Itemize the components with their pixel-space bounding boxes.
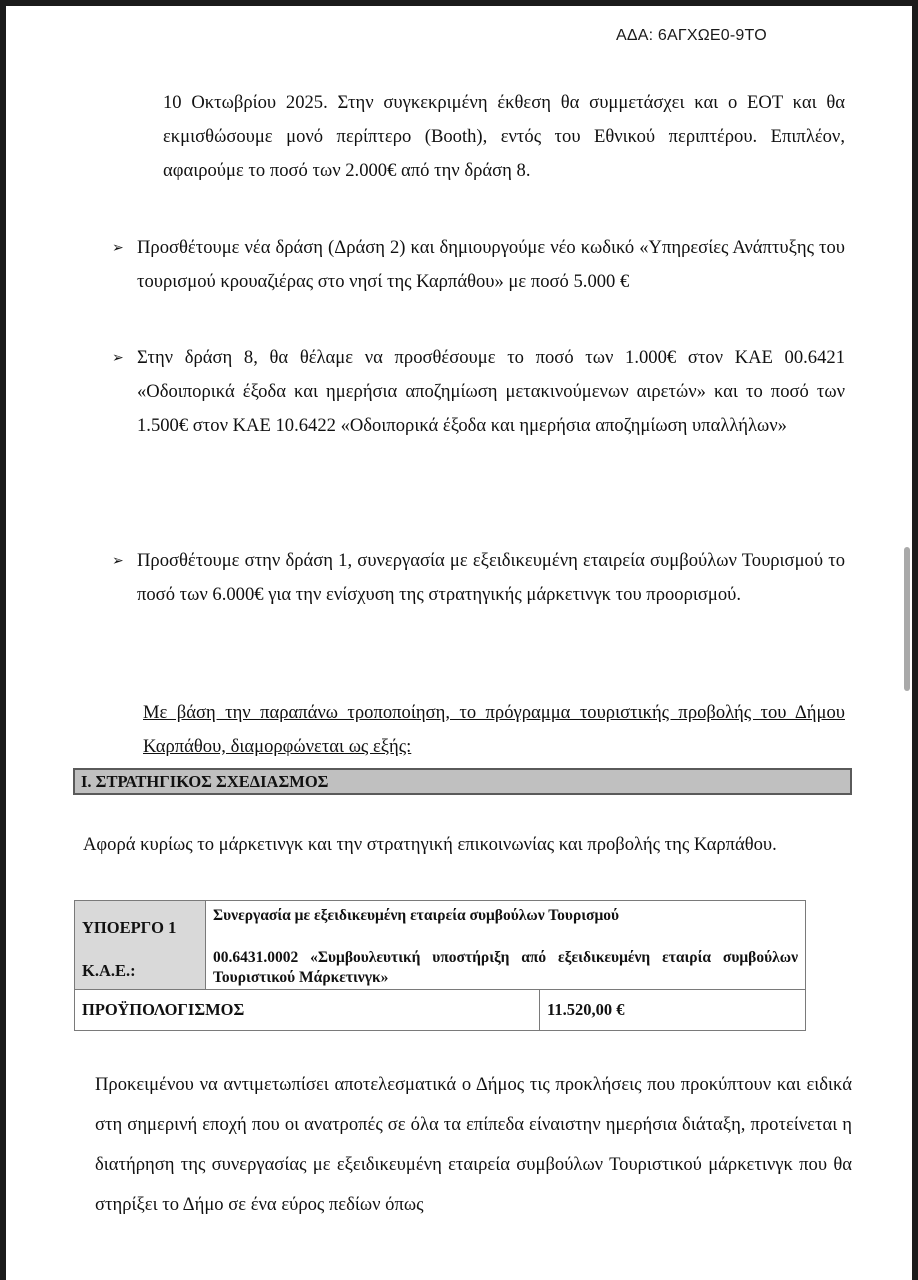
closing-paragraph bbox=[95, 1065, 852, 1225]
kae-value: 00.6431.0002 «Συμβουλευτική υποστήριξη από εξειδικευμένη εταιρία συμβούλων Τουριστικού Μάρκετινγκ» bbox=[213, 949, 798, 986]
subproject-label: ΥΠΟΕΡΓΟ 1 bbox=[82, 918, 177, 937]
scrollbar-thumb[interactable] bbox=[904, 547, 910, 691]
bullet-text: Στην δράση 8, θα θέλαμε να προσθέσουμε το ποσό των 1.000€ στον ΚΑΕ 00.6421 «Οδοιπορικά έξοδα και ημερήσια αποζημίωση μετακινούμενων αιρετών» και το ποσό των 1.500€ στον ΚΑΕ 10.6422 «Οδοιπορικά έξοδα και ημερήσια αποζημίωση υπαλλήλων» bbox=[137, 347, 845, 436]
table-row bbox=[75, 990, 806, 1031]
document-page bbox=[6, 6, 912, 1280]
closing-text: Προκειμένου να αντιμετωπίσει αποτελεσματικά ο Δήμος τις προκλήσεις που προκύπτουν και ειδικά στη σημερινή εποχή που οι ανατροπές σε όλα τα επίπεδα είναιστην ημερήσια διάταξη, προτείνεται η διατήρηση της συνεργασίας με εξειδικευμένη εταιρεία συμβούλων Τουριστικού μάρκετινγκ που θα στηρίξει το Δήμο σε ένα εύρος πεδίων όπως bbox=[95, 1074, 852, 1215]
summary-underlined-text: Με βάση την παραπάνω τροποποίηση, το πρόγραμμα τουριστικής προβολής του Δήμου Καρπάθου, διαμορφώνεται ως εξής: bbox=[143, 702, 845, 757]
viewer-frame-edge bbox=[912, 0, 918, 1280]
label-cell bbox=[75, 901, 206, 990]
bullet-text: Προσθέτουμε στην δράση 1, συνεργασία με εξειδικευμένη εταιρεία συμβούλων Τουρισμού το ποσό των 6.000€ για την ενίσχυση της στρατηγικής μάρκετινγκ του προορισμού. bbox=[137, 550, 845, 605]
table-row bbox=[75, 901, 806, 990]
bullet-item bbox=[112, 341, 845, 443]
arrowhead-bullet-icon: ➢ bbox=[112, 240, 124, 256]
kae-label: Κ.Α.Ε.: bbox=[82, 961, 136, 980]
bullet-item bbox=[112, 231, 845, 299]
section-description: Αφορά κυρίως το μάρκετινγκ και την στρατηγική επικοινωνίας και προβολής της Καρπάθου. bbox=[83, 834, 777, 855]
document-viewer[interactable] bbox=[6, 6, 912, 1280]
arrowhead-bullet-icon: ➢ bbox=[112, 350, 124, 366]
budget-value: 11.520,00 € bbox=[540, 990, 806, 1031]
content-cell bbox=[206, 901, 806, 990]
bullet-text: Προσθέτουμε νέα δράση (Δράση 2) και δημιουργούμε νέο κωδικό «Υπηρεσίες Ανάπτυξης του τουρισμού κρουαζιέρας στο νησί της Καρπάθου» με ποσό 5.000 € bbox=[137, 237, 845, 292]
arrowhead-bullet-icon: ➢ bbox=[112, 553, 124, 569]
section-heading: I. ΣΤΡΑΤΗΓΙΚΟΣ ΣΧΕΔΙΑΣΜΟΣ bbox=[73, 768, 852, 795]
bullet-item bbox=[112, 544, 845, 612]
subproject-table bbox=[74, 900, 806, 1031]
budget-label: ΠΡΟΫΠΟΛΟΓΙΣΜΟΣ bbox=[75, 990, 540, 1031]
intro-paragraph: 10 Οκτωβρίου 2025. Στην συγκεκριμένη έκθεση θα συμμετάσχει και ο ΕΟΤ και θα εκμισθώσουμε μονό περίπτερο (Booth), εντός του Εθνικού περιπτέρου. Επιπλέον, αφαιρούμε το ποσό των 2.000€ από την δράση 8. bbox=[163, 92, 845, 181]
subproject-title: Συνεργασία με εξειδικευμένη εταιρεία συμβούλων Τουρισμού bbox=[213, 907, 620, 924]
ada-code: ΑΔΑ: 6ΑΓΧΩΕ0-9ΤΟ bbox=[616, 27, 767, 44]
